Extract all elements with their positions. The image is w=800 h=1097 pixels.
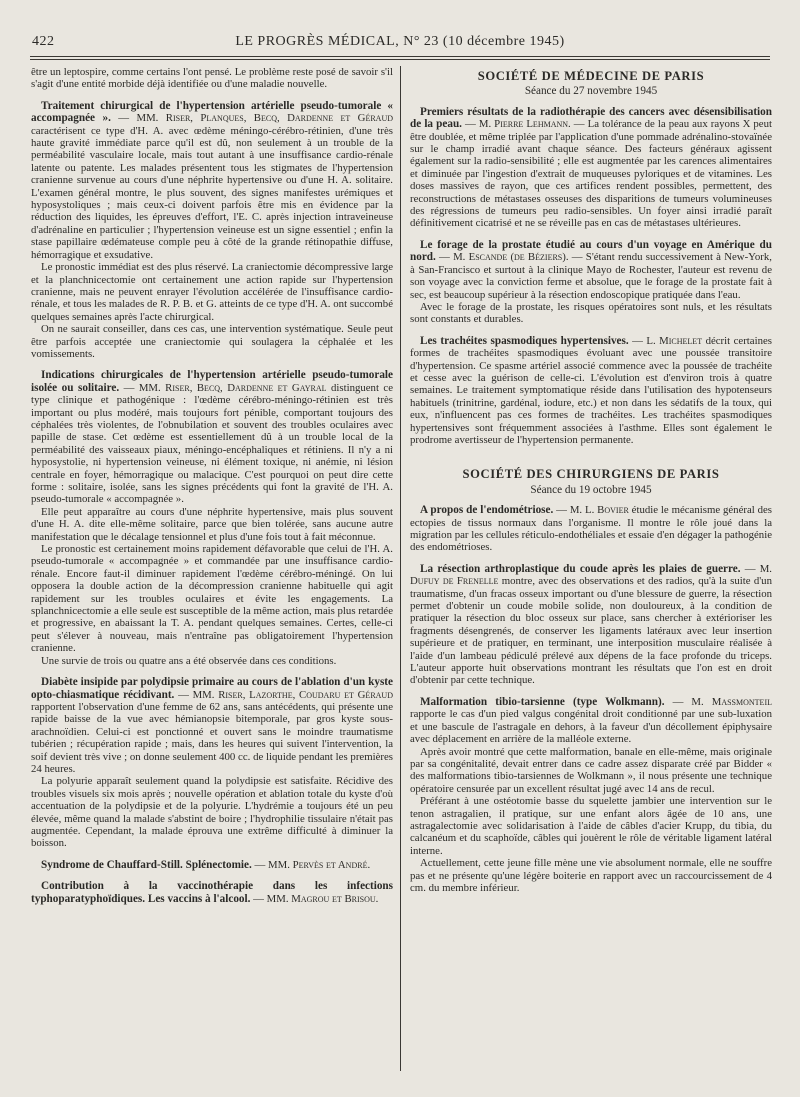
article-paragraph: Le pronostic est certainement moins rapidement défavorable que celui de l'H. A. pseudo-tumorale « accompagnée » et commandée par une insuffisance cardio-rénale. Encore faut-il diminuer rapidement l'œdème cérébro-méningé. On lui opposera la double action de la décompression cranienne habituelle qui agit rapidement sur les troubles oculaires et évite les engagements. La splanchnicectomie a elle seule est susceptible de la même action, mais plus retardée et progressive, en abaissant la T. A. pendant quelques semaines. Certes, celle-ci peut s'élever à nouveau, mais n'entraîne pas obligatoirement l'hypertension cranienne. [31,543,393,655]
article-paragraph: Après avoir montré que cette malformation, banale en elle-même, mais originale par sa congénitalité, devait entrer dans ce cadre assez disparate créé par Bidder « des malformations tibio-tarsiennes de Wolkmann », il nous présente une technique opératoire censurée par un excellent résultat jugé avec 14 ans de recul. [410,745,772,795]
article-authors: — MM. Magrou et Brisou. [253,892,379,905]
society-heading: SOCIÉTÉ DES CHIRURGIENS DE PARIS [462,467,720,482]
society-heading: SOCIÉTÉ DE MÉDECINE DE PARIS [477,69,705,83]
article-text: rapporte le cas d'un pied valgus congénital droit conditionné par une sub-luxation et une bascule de l'astragale en dehors, à la faveur d'un décollement épiphysaire avec déplacement en arrière de la malléole externe. [410,708,772,746]
running-header [30,34,770,56]
article-authors: — M. L. Bovier [556,504,629,517]
article-title: A propos de l'endométriose. [420,504,554,517]
article [410,335,772,447]
intro-paragraph: être un leptospire, comme certains l'ont pensé. Le problème reste posé de savoir s'il s'agit d'une entité morbide déjà identifiée ou d'une maladie nouvelle. [31,66,393,91]
article-title: Premiers résultats de la radiothérapie des cancers avec désensibilisation de la peau. [410,105,772,131]
article [31,100,393,361]
session-date: Séance du 27 novembre 1945 [524,85,658,98]
article-paragraph: On ne saurait conseiller, dans ces cas, une intervention systématique. Seule peut être parfois acceptée une craniectomie qui soulagera la céphalée et les vomissements. [31,323,393,360]
column-divider [400,66,401,1071]
header-rule-top [30,56,770,57]
article-authors: — M. Escande (de Béziers). [439,251,569,264]
article-paragraph: Une survie de trois ou quatre ans a été observée dans ces conditions. [41,654,337,667]
article [410,696,772,895]
article-title: Malformation tibio-tarsienne (type Wolkmann). [420,695,665,708]
article-authors: — L. Michelet [632,334,703,347]
article-authors: — MM. Riser, Becq, Dardenne et Gayral [123,381,327,394]
article-authors: — M. Dufuy de Frenelle [410,562,773,588]
left-column [31,66,393,905]
article-text: distinguent ce type clinique et pathogénique : l'œdème cérébro-méningo-rétinien est très important ou plus modéré, mais toujours fort pénible, comportant toujours des céphalées très violentes, de l'obnubilation et souvent des troubles oculaires avec papille de stase. Cet œdème est essentiellement dû à un trouble local de la perméabilité des vaisseaux piaux, méningo-encéphaliques et rétiniens. Il n'y a ni hyposystolie, ni hypertension veineuse, ni élément toxique, ni anémie, ni lésion centrale en foyer, hémorragique ou malacique. C'est pourquoi on peut dire cette forme : solitaire, isolée, sans les signes précédents qui font la gravité de l'H. A. pseudo-tumorale « accompagnée ». [31,381,393,506]
article [410,239,772,326]
article-paragraph: Actuellement, cette jeune fille mène une vie absolument normale, elle ne souffre pas et ne présente qu'une légère boiterie en rapport avec un raccourcissement de 4 cm. du membre inférieur. [410,857,772,894]
article [31,859,393,871]
article-title: Traitement chirurgical de l'hypertension artérielle pseudo-tumorale « accompagnée ». [31,99,393,125]
running-title: LE PROGRÈS MÉDICAL, N° 23 (10 décembre 1945) [235,34,565,49]
article-authors: — MM. Riser, Planques, Becq, Dardenne et Géraud [118,112,393,125]
article-title: Syndrome de Chauffard-Still. Splénectomie. [41,858,252,871]
section-gap [410,446,772,464]
article-text: montre, avec des observations et des radios, qu'à la suite d'un traumatisme, d'un fracas osseux important ou d'une blessure de guerre, la résection permet d'obtenir un coude mobile solide, non douloureux, à la condition de pratiquer la résection du bloc osseux sur place, sans chercher à extérioriser les fragments désengrenés, de conserver les ligaments latéraux avec leur insertion supérieure et de pratiquer, en terminant, une interposition musculaire réalisée à l'aide d'un lambeau pédiculé prélevé aux dépens de la face profonde du triceps. L'auteur apporte huit observations montrant les résultats que l'on est en droit d'obtenir par cette technique. [410,575,772,687]
article-paragraph: Le pronostic immédiat est des plus réservé. La craniectomie décompressive large et la planchnicectomie ont certainement une action rapide sur l'hypertension cranienne, mais ne peuvent enrayer l'évolution accélérée de l'insuffisance cardio-rénale, et tous les malades de R. P. B. et G. atteints de ce type d'H. A. ont succombé quelques semaines après l'acte chirurgical. [31,261,393,323]
article-title: Contribution à la vaccinothérapie dans les infections typhoparatyphoïdiques. Les vaccins à l'alcool. [31,880,393,905]
article-text: décrit certaines formes de trachéites spasmodiques évoluant avec une poussée transitoire d'hypertension. Ce spasme artériel associé commence avec la poussée de trachéite et cesse avec la guérison de celle-ci. L'évolution est d'environ trois à quatre semaines. Le traitement symptomatique réside dans l'utilisation des hypotenseurs habituels (trinitrine, gardénal, iodure, etc.) et non dans les sédatifs de la toux, qui eux, n'influencent pas ces formes de trachéites. Les trachéites spasmodiques hypertensives sont fréquemment associées à l'asthme. Elles sont également le prodrome avertisseur de l'hypertension permanente. [410,334,772,446]
article-heading [410,696,772,746]
article-heading [410,563,772,687]
article [410,504,772,554]
article-text: étudie le mécanisme général des ectopies de tissus normaux dans l'organisme. Il montre le rôle joué dans la migration par les cellules réticulo-endothéliales et essaie d'en dégager la pathogénie des endométrioses. [410,504,773,554]
article [31,369,393,667]
article-authors: — M. Pierre Lehmann. [465,118,571,131]
article-title: Le forage de la prostate étudié au cours d'un voyage en Amérique du nord. [410,238,772,264]
header-rule-bottom [30,59,770,60]
page-number: 422 [32,34,55,49]
article [410,106,772,230]
article-heading [31,859,393,871]
article-text: caractérisent ce type d'H. A. avec œdème méningo-cérébro-rétinien, d'une très haute gravité immédiate parce qu'il est dû, non seulement à un trouble de la perméabilité vasculaire locale, mais tout autant à une insuffisance cardio-rénale latente ou patente. Les malades présentent tous les stigmates de l'hypertension cranienne survenue au cours d'une néphrite hypertensive ou d'une H. A. solitaire. L'examen général montre, le plus souvent, des signes manifestes urémiques et hyposystoliques ; mais ceux-ci doivent parfois être mis en évidence par la réduction des liquides, les épreuves d'effort, l'E. C. après injection intraveineuse d'adrénaline en particulier ; l'hypertension veineuse est un signe essentiel ; enfin la stase papillaire œdémateuse comple peu à côté de la grande rétinopathie diffuse, hémorragique et exsudative. [31,124,393,261]
article-paragraph: Avec le forage de la prostate, les risques opératoires sont nuls, et les résultats sont constants et durables. [410,300,772,326]
article-heading [31,676,393,775]
article-text: rapportent l'observation d'une femme de 62 ans, sans antécédents, qui présente une rapide baisse de la vue avec hémianopsie bitemporale, par gros kyste sous-arachnoïdien. Celui-ci est ponctionné et ouvert sans le moindre traumatisme tubérien ; récupération rapide ; mais, dans les heures qui suivent l'intervention, la soif devient très vive ; on donne seulement 400 cc. de liquide pendant les premières 24 heures. [31,700,393,775]
article-authors: — M. Massmonteil [672,695,772,708]
article-heading [410,335,772,447]
article-paragraph: Préférant à une ostéotomie basse du squelette jambier une intervention sur le tenon astragalien, il pratique, sur une enfant alors âgée de 10 ans, une astragalectomie avec solidarisation à l'aide de câbles d'acier Krupp, du tibia, du calcanéum et du scaphoïde, câbles qui jouèrent le rôle de véritable ligament latéral interne. [410,795,772,857]
article-text: — S'étant rendu successivement à New-York, à San-Francisco et surtout à la clinique Mayo de Rochester, l'auteur est revenu de son voyage avec la conviction ferme et absolue, que le forage de la prostate fait à sec, est beaucoup supérieur à la résection endoscopique pratiquée dans l'eau. [410,251,772,301]
article-title: La résection arthroplastique du coude après les plaies de guerre. [420,562,741,575]
article-paragraph: La polyurie apparaît seulement quand la polydipsie est satisfaite. Récidive des troubles visuels six mois après ; nouvelle opération et ablation totale du kyste d'où accentuation de la polydipsie et de la polyurie. L'hydrémie a toujours été un peu élevée, même quand la malade s'abstint de boire ; l'hydrophilie tissulaire n'était pas augmentée. Cependant, la malade éprouva une extrême difficulté à diminuer la boisson. [31,775,393,850]
article-heading [31,369,393,505]
article-title: Les trachéites spasmodiques hypertensives. [420,334,629,347]
article-title: Indications chirurgicales de l'hypertension artérielle pseudo-tumorale isolée ou solitaire. [31,369,393,394]
article-heading [410,504,772,554]
article-paragraph: Elle peut apparaître au cours d'une néphrite hypertensive, mais plus souvent d'une H. A. dite elle-même solitaire, parce que bien tolérée, sans aucune autre manifestation que le décalage tensionnel et plus d'une fois tout à fait méconnue. [31,505,393,543]
right-column [410,66,772,894]
article-title: Diabète insipide par polydipsie primaire au cours de l'ablation d'un kyste opto-chiasmatique récidivant. [31,676,393,701]
article-text: — La tolérance de la peau aux rayons X peut être doublée, et même triplée par l'application d'une pommade adrénalino-stovaïnée sur le champ irradié avant chaque séance. Des facteurs généraux agissent également sur la radio-sensibilité ; elle est augmentée par les carences alimentaires et diminuée par l'ingestion d'extrait de muqueuses pyloriques et de vitamines. Les doses massives de rayon, que ces artifices rendent possibles, permettent, des reconstructions de métastases osseuses des disparitions de tumeurs volumineuses des régressions de tumeurs peu radio-sensibles. Un foyer ainsi irradié paraît définitivement cicatrisé et ne se réveille pas en cas de métastases ultérieures. [410,118,772,230]
article [31,676,393,850]
article [31,880,393,905]
article-authors: — MM. Riser, Lazorthe, Coudaru et Géraud [178,688,393,701]
article-heading [410,106,772,230]
article-authors: — MM. Pervès et André. [254,858,371,871]
article-heading [31,100,393,261]
article [410,563,772,687]
article-heading [410,239,772,301]
session-date: Séance du 19 octobre 1945 [530,483,652,496]
article-heading [31,880,393,905]
